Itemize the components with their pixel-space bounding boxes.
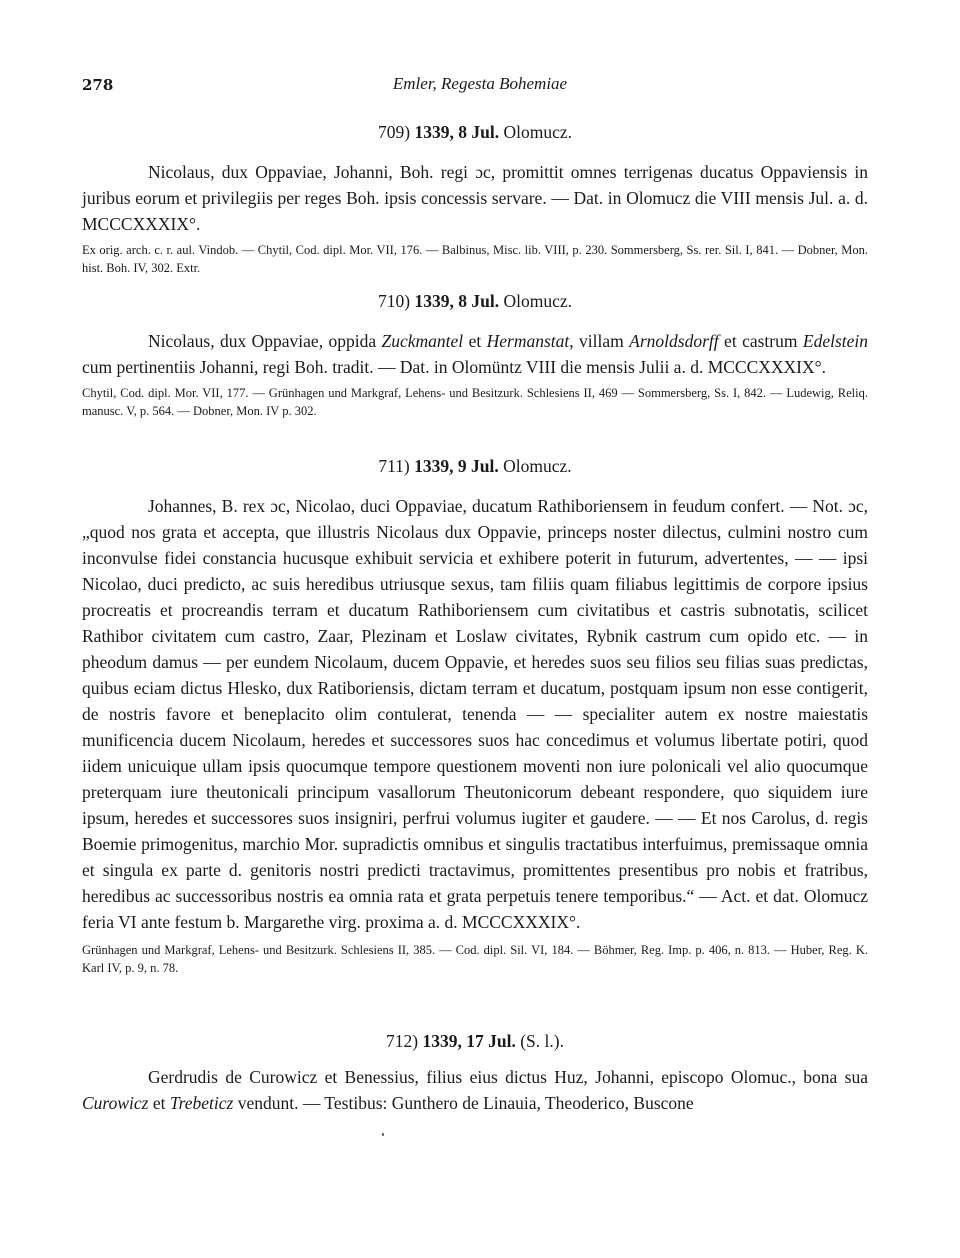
- entry-number: 711): [378, 456, 410, 476]
- entry-heading: [82, 290, 868, 312]
- entry-number: 709): [378, 122, 411, 142]
- entry-place: Olomucz.: [503, 456, 572, 476]
- place-name: Hermanstat: [486, 331, 570, 351]
- entry-paragraph: Gerdrudis de Curowicz et Benessius, filius eius dictus Huz, Johanni, episcopo Olomuc., bona sua Curowicz et Trebeticz vendunt. — Testibus: Gunthero de Linauia, Theoderico, Buscone: [82, 1067, 868, 1113]
- entry-text: [82, 159, 868, 237]
- regest-entry-709: [82, 121, 868, 277]
- regest-entry-711: [82, 455, 868, 977]
- entry-date: 1339, 17: [422, 1031, 484, 1051]
- entry-place: Olomucz.: [503, 291, 572, 311]
- entry-heading: [82, 1030, 868, 1052]
- entry-sources: Ex orig. arch. c. r. aul. Vindob. — Chytil, Cod. dipl. Mor. VII, 176. — Balbinus, Misc. lib. VIII, p. 230. Sommersberg, Ss. rer. Sil. I, 841. — Dobner, Mon. hist. Boh. IV, 302. Extr.: [82, 243, 868, 275]
- place-name: Edelstein: [802, 331, 869, 351]
- entry-number: 712): [386, 1031, 419, 1051]
- place-name: Trebeticz: [169, 1093, 234, 1113]
- page-number: 278: [82, 76, 114, 94]
- entry-date: 1339, 9: [414, 456, 467, 476]
- entry-date: 1339, 8: [414, 122, 467, 142]
- entry-sources: Grünhagen und Markgraf, Lehens- und Besitzurk. Schlesiens II, 385. — Cod. dipl. Sil. VI, 184. — Böhmer, Reg. Imp. p. 406, n. 813. — Huber, Reg. K. Karl IV, p. 9, n. 78.: [82, 943, 868, 975]
- entry-month: Jul.: [488, 1031, 516, 1051]
- entry-text: [82, 1064, 868, 1116]
- regest-entry-710: [82, 290, 868, 420]
- running-title: Emler, Regesta Bohemiae: [392, 74, 568, 93]
- entry-sources: Chytil, Cod. dipl. Mor. VII, 177. — Grünhagen und Markgraf, Lehens- und Besitzurk. Schlesiens II, 469 — Sommersberg, Ss. I, 842. — Ludewig, Reliq. manusc. V, p. 564. — Dobner, Mon. IV p. 302.: [82, 386, 868, 418]
- entry-place: (S. l.).: [520, 1031, 564, 1051]
- entry-month: Jul.: [471, 122, 500, 142]
- entry-heading: [82, 121, 868, 143]
- entry-number: 710): [378, 291, 411, 311]
- entry-heading: [82, 455, 868, 477]
- place-name: Zuckmantel: [381, 331, 464, 351]
- entry-paragraph: Nicolaus, dux Oppaviae, Johanni, Boh. regi ɔc, promittit omnes terrigenas ducatus Oppaviensis in juribus eorum et privilegiis per reges Boh. ipsis concessis servare. — Dat. in Olomucz die VIII mensis Jul. a. d. MCCCXXXIX°.: [82, 162, 868, 234]
- place-name: Arnoldsdorff: [629, 331, 719, 351]
- ink-speck: [382, 1133, 384, 1136]
- regest-entry-712: [82, 1030, 868, 1116]
- entry-text: [82, 493, 868, 935]
- place-name: Curowicz: [82, 1093, 149, 1113]
- entry-place: Olomucz.: [503, 122, 572, 142]
- entry-paragraph: Nicolaus, dux Oppaviae, oppida Zuckmantel et Hermanstat, villam Arnoldsdorff et castrum Edelstein cum pertinentiis Johanni, regi Boh. tradit. — Dat. in Olomüntz VIII die mensis Julii a. d. MCCCXXXIX°.: [82, 331, 869, 377]
- entry-text: [82, 328, 868, 380]
- entry-month: Jul.: [471, 456, 499, 476]
- entry-date: 1339, 8: [414, 291, 467, 311]
- entry-month: Jul.: [471, 291, 500, 311]
- entry-paragraph: Johannes, B. rex ɔc, Nicolao, duci Oppaviae, ducatum Rathiboriensem in feudum confert. — Not. ɔc, „quod nos grata et accepta, que illustris Nicolaus dux Oppavie, princeps noster dilectus, culmini nostro cum inconvulse fidei constancia hucusque exhibuit servicia et exhibere poterit in futurum, advertentes, — — ipsi Nicolao, duci predicto, ac suis heredibus utriusque sexus, tam filiis quam filiabus legittimis de corpore ipsius procreatis et procreandis terram et ducatum Rathiboriensem cum civitatibus et castris subnotatis, scilicet Rathibor civitatem cum castro, Zaar, Plezinam et Loslaw civitates, Rybnik castrum cum opido etc. — in pheodum damus — per eundem Nicolaum, ducem Oppavie, et heredes suos seu filios seu filias suas predictas, quibus eciam dictus Hlesko, dux Ratiboriensis, dictam terram et ducatum, postquam ipsum non esse contigerit, de nostris favore et beneplacito olim contulerat, tenenda — — specialiter autem ex nostre maiestatis munificencia ducem Nicolaum, heredes et successores suos hac concedimus et volumus libertate potiri, quod iidem unicuique ullam ipsis quocumque tempore questionem moventi non iure polonicali vel alio quocumque preterquam iure theutonicali principum vasallorum Theutonicorum debeant respondere, quo siquidem iure ipsum, heredes et successores suos insigniri, perfrui volumus iugiter et gaudere. — — Et nos Carolus, d. regis Boemie primogenitus, marchio Mor. supradictis omnibus et singulis tractatibus interfuimus, premissaque omnia et singula ex parte d. genitoris nostri predicti tractavimus, promittentes presentibus pro nobis et fratribus, heredibus ac successoribus nostris ea omnia rata et grata perpetuis tenere temporibus.“ — Act. et dat. Olomucz feria VI ante festum b. Margarethe virg. proxima a. d. MCCCXXXIX°.: [82, 496, 868, 932]
